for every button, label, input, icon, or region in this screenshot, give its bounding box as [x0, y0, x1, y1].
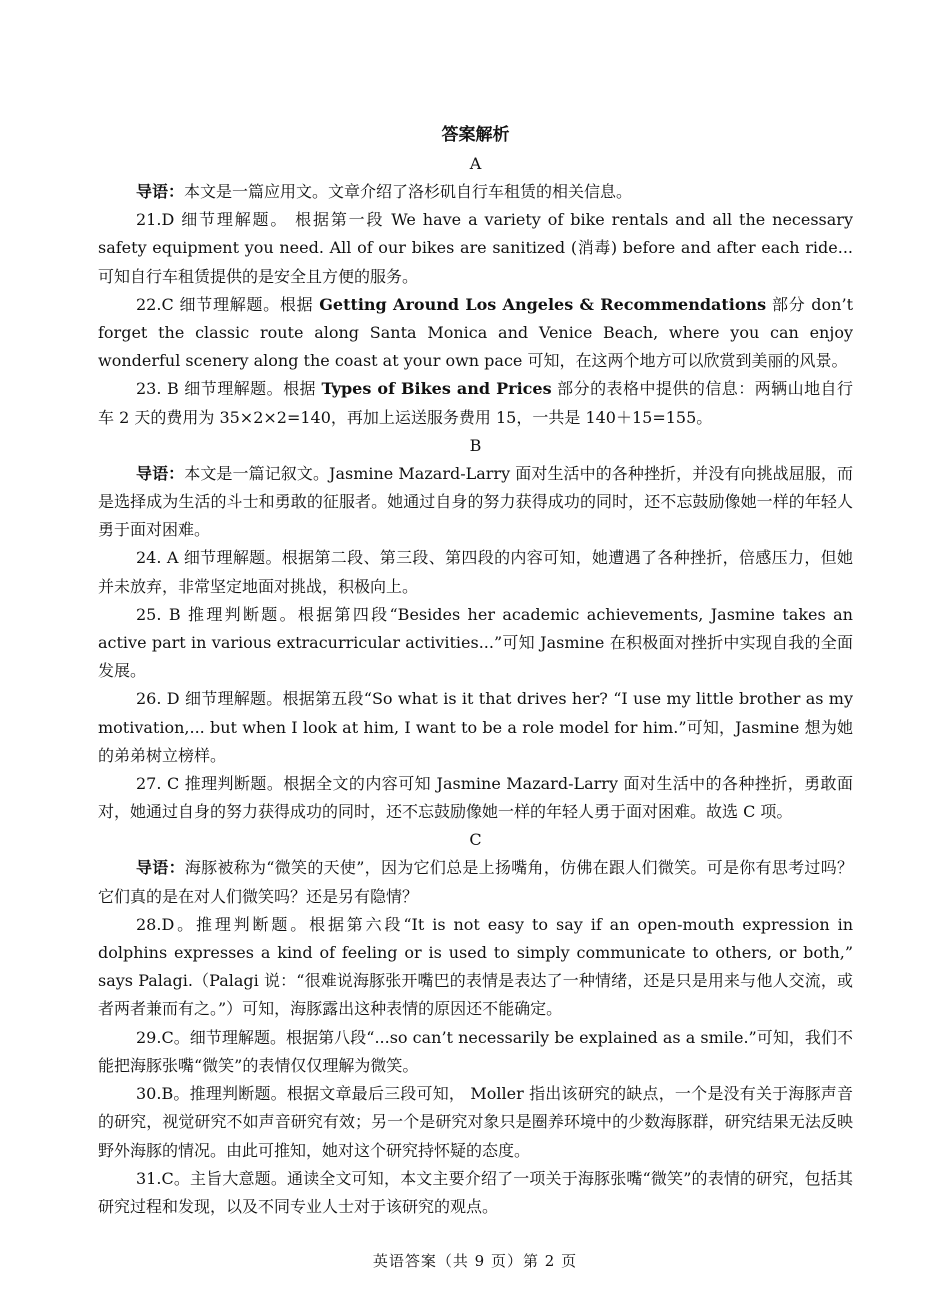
answer-31: 31.C。主旨大意题。通读全文可知，本文主要介绍了一项关于海豚张嘴“微笑”的表情的研究，包括其研究过程和发现，以及不同专业人士对于该研究的观点。	[98, 1168, 853, 1216]
answer-22-heading: Getting Around Los Angeles & Recommendations	[319, 294, 767, 314]
section-c-guide	[98, 854, 853, 910]
answer-30: 30.B。推理判断题。根据文章最后三段可知， Moller 指出该研究的缺点，一个是没有关于海豚声音的研究，视觉研究不如声音研究有效；另一个是研究对象只是圈养环境中的少数海豚群，研究结果无法反映野外海豚的情况。由此可推知，她对这个研究持怀疑的态度。	[98, 1084, 853, 1160]
answer-21: 21.D 细节理解题。 根据第一段 We have a variety of bike rentals and all the necessary safety equipment you need. All of our bikes are sanitized (消毒) before and after each ride...可知自行车租赁提供的是安全且方便的服务。	[98, 210, 853, 286]
answer-23-heading: Types of Bikes and Prices	[321, 379, 552, 399]
answer-23-pre: 23. B 细节理解题。根据	[136, 379, 322, 399]
guide-label: 导语：	[136, 463, 185, 483]
answer-23	[98, 375, 853, 431]
guide-text: 本文是一篇应用文。文章介绍了洛杉矶自行车租赁的相关信息。	[184, 182, 633, 201]
guide-label: 导语：	[136, 858, 185, 878]
section-c-label: C	[469, 830, 482, 850]
answer-24: 24. A 细节理解题。根据第二段、第三段、第四段的内容可知，她遭遇了各种挫折，倍感压力，但她并未放弃，非常坚定地面对挑战，积极向上。	[98, 548, 853, 596]
page-footer: 英语答案（共 9 页）第 2 页	[372, 1252, 578, 1270]
answer-29: 29.C。细节理解题。根据第八段“...so can’t necessarily be explained as a smile.”可知，我们不能把海豚张嘴“微笑”的表情仅仅理解为微笑。	[98, 1027, 853, 1075]
section-a-guide	[98, 178, 853, 206]
page-title: 答案解析	[441, 125, 510, 145]
answer-28: 28.D。推理判断题。根据第六段“It is not easy to say if an open-mouth expression in dolphins expresses a kind of feeling or is used to simply communicate to others, or both,” says Palagi.（Palagi 说：“很难说海豚张开嘴巴的表情是表达了一种情绪，还是只是用来与他人交流，或者两者兼而有之。”）可知，海豚露出这种表情的原因还不能确定。	[98, 914, 853, 1019]
answer-22-post: 部分 don’t forget the classic route along Santa Monica and Venice Beach, where you can enjoy wonderful scenery along the coast at your own pace 可知，在这两个地方可以欣赏到美丽的风景。	[98, 294, 853, 371]
guide-label: 导语：	[136, 182, 185, 201]
answer-23-post: 部分的表格中提供的信息：两辆山地自行车 2 天的费用为 35×2×2=140，再加上运送服务费用 15，一共是 140＋15=155。	[98, 379, 853, 427]
guide-text: 海豚被称为“微笑的天使”，因为它们总是上扬嘴角，仿佛在跟人们微笑。可是你有思考过吗？它们真的是在对人们微笑吗？还是另有隐情？	[98, 858, 853, 906]
answer-27: 27. C 推理判断题。根据全文的内容可知 Jasmine Mazard-Larry 面对生活中的各种挫折，勇敢面对，她通过自身的努力获得成功的同时，还不忘鼓励像她一样的年轻人勇于面对困难。故选 C 项。	[98, 774, 853, 822]
answer-22	[98, 291, 853, 376]
guide-text: 本文是一篇记叙文。Jasmine Mazard-Larry 面对生活中的各种挫折，并没有向挑战屈服，而是选择成为生活的斗士和勇敢的征服者。她通过自身的努力获得成功的同时，还不忘鼓励像她一样的年轻人勇于面对困难。	[98, 463, 853, 540]
section-b-guide	[98, 460, 853, 545]
section-b-label: B	[469, 435, 482, 455]
answer-26: 26. D 细节理解题。根据第五段“So what is it that drives her? “I use my little brother as my motivation,... but when I look at him, I want to be a role model for him.”可知，Jasmine 想为她的弟弟树立榜样。	[98, 689, 853, 765]
answer-document	[98, 120, 853, 1221]
answer-25: 25. B 推理判断题。根据第四段“Besides her academic achievements, Jasmine takes an active part in various extracurricular activities...”可知 Jasmine 在积极面对挫折中实现自我的全面发展。	[98, 604, 853, 681]
section-a-label: A	[469, 154, 482, 173]
answer-22-pre: 22.C 细节理解题。根据	[136, 294, 320, 314]
